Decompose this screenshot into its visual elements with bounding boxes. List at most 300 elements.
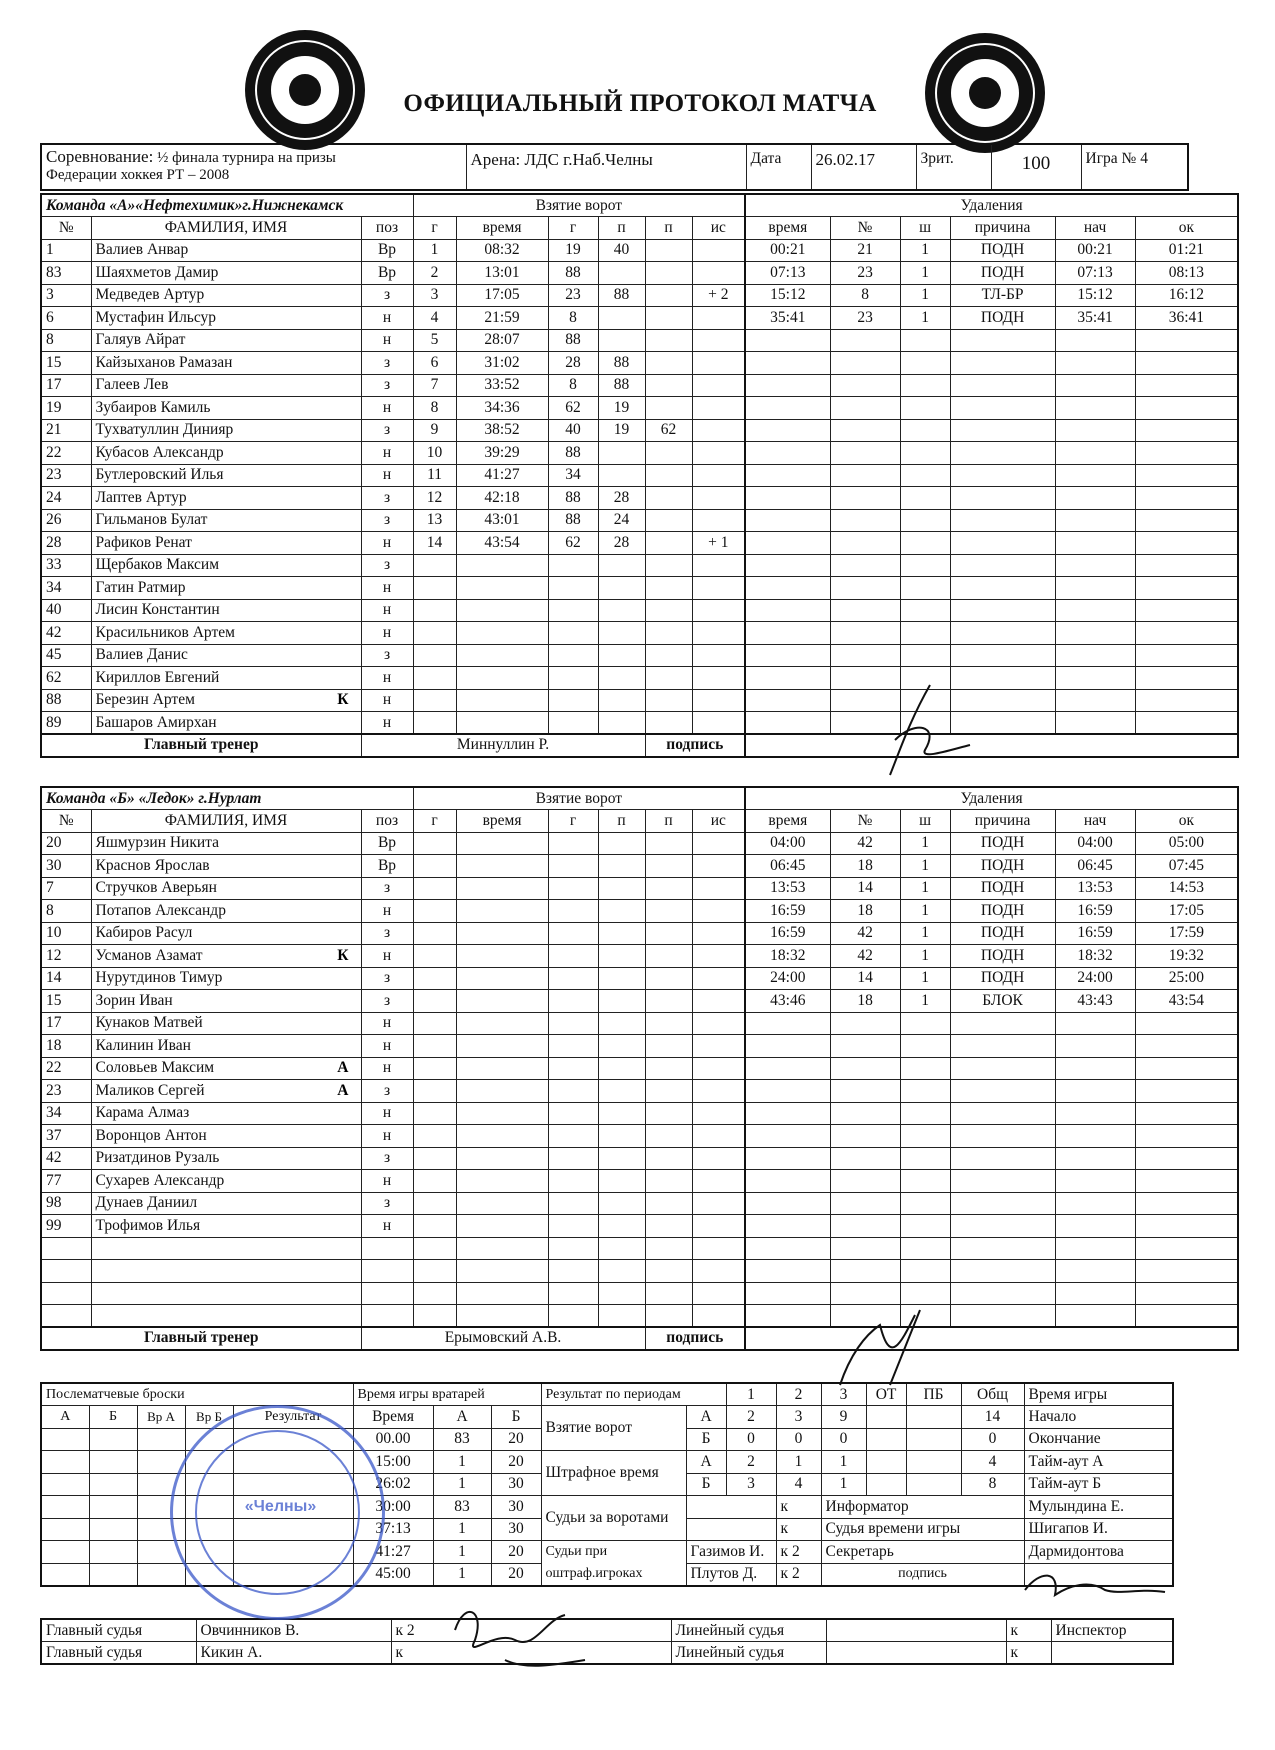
goal-t: 43:01 — [456, 509, 548, 532]
player-number: 15 — [41, 990, 91, 1013]
penalty-e — [1135, 554, 1238, 577]
table-row — [41, 1080, 1238, 1103]
penalty-e — [1135, 1305, 1238, 1328]
goal-c — [645, 239, 692, 262]
goal-c — [645, 1282, 692, 1305]
goal-a — [548, 622, 598, 645]
goal-is — [692, 712, 745, 735]
main-referee-2: Кикин А. — [196, 1642, 391, 1665]
penalty-t — [745, 577, 830, 600]
penalty-e — [1135, 1192, 1238, 1215]
player-name — [91, 832, 361, 855]
penalty-r: ПОДН — [950, 239, 1055, 262]
goal-is — [692, 667, 745, 690]
goal-c — [645, 644, 692, 667]
penalty-r — [950, 554, 1055, 577]
goal-g: 4 — [413, 307, 456, 330]
goal-a: 8 — [548, 307, 598, 330]
penalty-sh — [900, 599, 950, 622]
goal-c — [645, 262, 692, 285]
penalty-t — [745, 1170, 830, 1193]
goal-b: 88 — [598, 284, 645, 307]
competition: Соревнование: ½ финала турнира на призы Федерации хоккея РТ – 2008 — [41, 144, 466, 190]
penalty-r: ПОДН — [950, 877, 1055, 900]
table-row — [41, 689, 1238, 712]
player-name-text: Валиев Данис — [95, 646, 188, 664]
goal-g — [413, 1170, 456, 1193]
penalty-e — [1135, 464, 1238, 487]
goal-b — [598, 1237, 645, 1260]
goal-g — [413, 1035, 456, 1058]
table-row — [41, 832, 1238, 855]
penalty-s — [1055, 1170, 1135, 1193]
penalty-r — [950, 487, 1055, 510]
goal-g — [413, 1147, 456, 1170]
player-name-text: Яшмурзин Никита — [95, 834, 220, 852]
player-name — [91, 464, 361, 487]
timekeeper-name: Шигапов И. — [1024, 1518, 1173, 1541]
goal-is — [692, 509, 745, 532]
goal-judges-label: Судьи за воротами — [541, 1496, 686, 1541]
goal-c — [645, 1260, 692, 1283]
player-name-text: Лисин Константин — [95, 601, 220, 619]
goal-g — [413, 554, 456, 577]
player-name — [91, 487, 361, 510]
player-name — [91, 1170, 361, 1193]
goal-a — [548, 990, 598, 1013]
penalty-r — [950, 1125, 1055, 1148]
table-row — [41, 1147, 1238, 1170]
goals-header-b: Взятие ворот — [413, 787, 745, 810]
penalty-n — [830, 1147, 900, 1170]
penalty-sh: 1 — [900, 239, 950, 262]
goal-a — [548, 1147, 598, 1170]
penalty-sh — [900, 1080, 950, 1103]
penalty-sh — [900, 352, 950, 375]
player-number: 77 — [41, 1170, 91, 1193]
goal-a — [548, 922, 598, 945]
player-number: 99 — [41, 1215, 91, 1238]
player-number — [41, 1237, 91, 1260]
penalty-t — [745, 464, 830, 487]
player-name — [91, 329, 361, 352]
penalty-n: 18 — [830, 900, 900, 923]
goal-b — [598, 945, 645, 968]
penalty-r — [950, 329, 1055, 352]
penalty-s: 16:59 — [1055, 900, 1135, 923]
coach-b-signature — [820, 1305, 940, 1395]
table-row — [41, 1125, 1238, 1148]
goal-g — [413, 855, 456, 878]
player-number: 19 — [41, 397, 91, 420]
player-name-text: Шаяхметов Дамир — [95, 263, 219, 281]
player-position: з — [361, 374, 413, 397]
table-row — [41, 374, 1238, 397]
penalty-t — [745, 397, 830, 420]
goal-is — [692, 1237, 745, 1260]
goal-is — [692, 1035, 745, 1058]
goal-a: 40 — [548, 419, 598, 442]
goal-is — [692, 1057, 745, 1080]
penalty-e: 17:05 — [1135, 900, 1238, 923]
penalty-r: ПОДН — [950, 945, 1055, 968]
player-position: н — [361, 532, 413, 555]
goal-a: 8 — [548, 374, 598, 397]
penalty-e — [1135, 1035, 1238, 1058]
player-name — [91, 577, 361, 600]
goal-c — [645, 532, 692, 555]
goal-b — [598, 1260, 645, 1283]
penalty-r — [950, 1080, 1055, 1103]
penalty-t — [745, 1282, 830, 1305]
goal-is — [692, 577, 745, 600]
goal-is — [692, 855, 745, 878]
penalty-s — [1055, 1080, 1135, 1103]
goal-c — [645, 487, 692, 510]
penalty-e — [1135, 1125, 1238, 1148]
penalty-e — [1135, 1215, 1238, 1238]
goal-a — [548, 1305, 598, 1328]
penalty-s — [1055, 1035, 1135, 1058]
penalty-n — [830, 1215, 900, 1238]
goal-is — [692, 900, 745, 923]
table-row — [41, 922, 1238, 945]
penalty-s — [1055, 352, 1135, 375]
table-row — [41, 262, 1238, 285]
table-row — [41, 1237, 1238, 1260]
player-name-text: Потапов Александр — [95, 901, 226, 919]
team-b-coach-label: Главный тренер — [41, 1327, 361, 1350]
captain-mark: К — [337, 946, 349, 964]
player-position — [361, 1282, 413, 1305]
player-name-text: Медведев Артур — [95, 286, 205, 304]
timeout-b-label: Тайм-аут Б — [1024, 1473, 1173, 1496]
player-position: з — [361, 1147, 413, 1170]
penalty-s — [1055, 1305, 1135, 1328]
table-row — [41, 877, 1238, 900]
penalty-n: 42 — [830, 832, 900, 855]
goal-c — [645, 554, 692, 577]
main-referee-label-2: Главный судья — [41, 1642, 196, 1665]
penalty-n: 14 — [830, 967, 900, 990]
player-name — [91, 1057, 361, 1080]
goal-g — [413, 1260, 456, 1283]
linesman-label-2: Линейный судья — [671, 1642, 826, 1665]
penalty-n — [830, 1080, 900, 1103]
penalty-s — [1055, 487, 1135, 510]
goal-t — [456, 877, 548, 900]
penalty-sh — [900, 1237, 950, 1260]
goal-a — [548, 667, 598, 690]
penalty-s — [1055, 622, 1135, 645]
goal-t — [456, 855, 548, 878]
penalty-r — [950, 1237, 1055, 1260]
penalty-t — [745, 554, 830, 577]
inspector-label: Инспектор — [1051, 1619, 1173, 1642]
informer-label: Информатор — [821, 1496, 1024, 1519]
secretary-name: Дармидонтова — [1024, 1541, 1173, 1564]
goal-g: 2 — [413, 262, 456, 285]
penalty-sh — [900, 554, 950, 577]
player-number: 14 — [41, 967, 91, 990]
penalty-s — [1055, 689, 1135, 712]
goal-c: 62 — [645, 419, 692, 442]
goal-g — [413, 922, 456, 945]
penalty-r — [950, 1192, 1055, 1215]
table-row — [41, 1035, 1238, 1058]
penalty-s — [1055, 1260, 1135, 1283]
player-position: Вр — [361, 855, 413, 878]
penalty-e — [1135, 667, 1238, 690]
player-name — [91, 1080, 361, 1103]
goal-b — [598, 577, 645, 600]
penalty-t — [745, 487, 830, 510]
penalty-e — [1135, 419, 1238, 442]
goal-t: 08:32 — [456, 239, 548, 262]
player-name-text: Гатин Ратмир — [95, 578, 186, 596]
goal-b: 28 — [598, 487, 645, 510]
goal-g — [413, 877, 456, 900]
player-number: 83 — [41, 262, 91, 285]
penalty-r — [950, 352, 1055, 375]
player-number: 40 — [41, 599, 91, 622]
goal-a: 62 — [548, 532, 598, 555]
penalty-sh — [900, 1260, 950, 1283]
penalty-s — [1055, 397, 1135, 420]
captain-mark: А — [337, 1059, 349, 1077]
penalty-t — [745, 532, 830, 555]
player-name-text: Кириллов Евгений — [95, 668, 220, 686]
player-name — [91, 1012, 361, 1035]
player-number: 22 — [41, 442, 91, 465]
player-number: 34 — [41, 577, 91, 600]
match-info-table — [40, 143, 1189, 191]
penalty-t: 00:21 — [745, 239, 830, 262]
penalty-t: 43:46 — [745, 990, 830, 1013]
goal-t — [456, 1125, 548, 1148]
penalty-sh: 1 — [900, 307, 950, 330]
table-row — [41, 464, 1238, 487]
penalty-r — [950, 622, 1055, 645]
goal-a — [548, 1125, 598, 1148]
player-number: 23 — [41, 1080, 91, 1103]
goal-b — [598, 262, 645, 285]
player-name-text: Лаптев Артур — [95, 488, 187, 506]
period-2-header: 2 — [776, 1383, 821, 1406]
player-number: 8 — [41, 900, 91, 923]
goal-t — [456, 1057, 548, 1080]
penalty-t — [745, 622, 830, 645]
penalty-e — [1135, 532, 1238, 555]
player-position — [361, 1260, 413, 1283]
goal-t: 21:59 — [456, 307, 548, 330]
penalty-e: 19:32 — [1135, 945, 1238, 968]
player-name — [91, 1147, 361, 1170]
player-name — [91, 877, 361, 900]
goal-c — [645, 1147, 692, 1170]
goal-t — [456, 945, 548, 968]
penalty-e: 08:13 — [1135, 262, 1238, 285]
penalty-t — [745, 644, 830, 667]
goal-b: 24 — [598, 509, 645, 532]
date-label: Дата — [746, 144, 811, 190]
player-name — [91, 442, 361, 465]
goal-t — [456, 1035, 548, 1058]
penalty-e — [1135, 487, 1238, 510]
goal-a — [548, 1170, 598, 1193]
penalty-t: 04:00 — [745, 832, 830, 855]
player-name-text: Стручков Аверьян — [95, 879, 217, 897]
goal-a: 19 — [548, 239, 598, 262]
player-position: н — [361, 1012, 413, 1035]
goal-a: 88 — [548, 487, 598, 510]
goal-b — [598, 1125, 645, 1148]
table-row — [41, 1305, 1238, 1328]
timekeeper-label: Судья времени игры — [821, 1518, 1024, 1541]
goal-b — [598, 1147, 645, 1170]
penalty-sh — [900, 397, 950, 420]
player-position: н — [361, 900, 413, 923]
penalty-sh — [900, 487, 950, 510]
goal-g: 3 — [413, 284, 456, 307]
goal-a — [548, 1035, 598, 1058]
goal-a: 88 — [548, 329, 598, 352]
penalty-sh: 1 — [900, 900, 950, 923]
game-time-title: Время игры — [1024, 1383, 1173, 1406]
table-row — [41, 1170, 1238, 1193]
penalty-e — [1135, 1057, 1238, 1080]
penalty-e: 16:12 — [1135, 284, 1238, 307]
team-a-column-headers: № ФАМИЛИЯ, ИМЯ поз г время г п п ис время № ш причина нач ок — [41, 217, 1238, 240]
penalty-r: БЛОК — [950, 990, 1055, 1013]
goal-a — [548, 644, 598, 667]
goal-is — [692, 329, 745, 352]
player-name — [91, 262, 361, 285]
player-number: 28 — [41, 532, 91, 555]
player-name — [91, 1282, 361, 1305]
goal-t: 28:07 — [456, 329, 548, 352]
penalty-n: 18 — [830, 855, 900, 878]
goal-t — [456, 1260, 548, 1283]
goal-b: 19 — [598, 419, 645, 442]
referee-signature — [445, 1590, 595, 1680]
spectators-label: Зрит. — [916, 144, 991, 190]
penalty-e: 36:41 — [1135, 307, 1238, 330]
goal-t — [456, 1215, 548, 1238]
penalty-t — [745, 352, 830, 375]
player-number: 18 — [41, 1035, 91, 1058]
penalty-s: 43:43 — [1055, 990, 1135, 1013]
penalty-s: 06:45 — [1055, 855, 1135, 878]
penalty-s — [1055, 644, 1135, 667]
goal-t — [456, 1012, 548, 1035]
table-row — [41, 945, 1238, 968]
player-position: н — [361, 1102, 413, 1125]
player-name — [91, 1237, 361, 1260]
date-value: 26.02.17 — [811, 144, 916, 190]
penalty-r: ПОДН — [950, 900, 1055, 923]
player-number: 8 — [41, 329, 91, 352]
player-name-text: Гильманов Булат — [95, 511, 208, 529]
team-a-coach-label: Главный тренер — [41, 734, 361, 757]
team-a-title: Команда «А»«Нефтехимик»г.Нижнекамск — [41, 194, 413, 217]
table-row — [41, 554, 1238, 577]
goal-a: 28 — [548, 352, 598, 375]
player-name — [91, 689, 361, 712]
team-b-title: Команда «Б» «Ледок» г.Нурлат — [41, 787, 413, 810]
goal-b — [598, 329, 645, 352]
player-name-text: Нурутдинов Тимур — [95, 969, 223, 987]
penalty-r — [950, 464, 1055, 487]
penalty-t — [745, 419, 830, 442]
goal-g — [413, 967, 456, 990]
player-name — [91, 374, 361, 397]
goal-c — [645, 900, 692, 923]
player-position: н — [361, 307, 413, 330]
so-col-b: Б — [89, 1406, 137, 1429]
penalty-n — [830, 577, 900, 600]
ot-header: ОТ — [866, 1383, 906, 1406]
table-row — [41, 419, 1238, 442]
goal-b — [598, 622, 645, 645]
player-position: н — [361, 667, 413, 690]
goal-t — [456, 577, 548, 600]
penalty-s — [1055, 532, 1135, 555]
goal-t: 42:18 — [456, 487, 548, 510]
secretary-label: Секретарь — [821, 1541, 1024, 1564]
so-col-gkb: Вр Б — [185, 1406, 233, 1429]
penalties-header: Удаления — [745, 194, 1238, 217]
penalty-e — [1135, 442, 1238, 465]
goal-is — [692, 1102, 745, 1125]
timeout-a-label: Тайм-аут А — [1024, 1451, 1173, 1474]
penalty-t — [745, 1012, 830, 1035]
goal-t: 17:05 — [456, 284, 548, 307]
goal-is — [692, 599, 745, 622]
player-name-text: Башаров Амирхан — [95, 713, 217, 731]
table-row — [41, 509, 1238, 532]
player-name-text: Сухарев Александр — [95, 1171, 225, 1189]
penalty-s — [1055, 1102, 1135, 1125]
penalty-e: 17:59 — [1135, 922, 1238, 945]
goal-b — [598, 1305, 645, 1328]
goal-is — [692, 689, 745, 712]
goal-a: 88 — [548, 509, 598, 532]
goal-t — [456, 1192, 548, 1215]
penalty-t — [745, 599, 830, 622]
penalty-n — [830, 442, 900, 465]
goal-t: 38:52 — [456, 419, 548, 442]
penalty-n — [830, 622, 900, 645]
goal-b — [598, 712, 645, 735]
team-a-sign-label: подпись — [645, 734, 745, 757]
goal-b — [598, 855, 645, 878]
goal-a — [548, 832, 598, 855]
player-name — [91, 397, 361, 420]
player-name-text: Маликов Сергей — [95, 1081, 205, 1099]
player-name — [91, 644, 361, 667]
penalty-e — [1135, 509, 1238, 532]
player-name-text: Краснов Ярослав — [95, 856, 210, 874]
penalty-t — [745, 442, 830, 465]
player-name — [91, 352, 361, 375]
penalty-t — [745, 667, 830, 690]
goal-g: 14 — [413, 532, 456, 555]
team-b-sign-label: подпись — [645, 1327, 745, 1350]
player-position: з — [361, 967, 413, 990]
goal-a — [548, 1237, 598, 1260]
goal-g: 11 — [413, 464, 456, 487]
